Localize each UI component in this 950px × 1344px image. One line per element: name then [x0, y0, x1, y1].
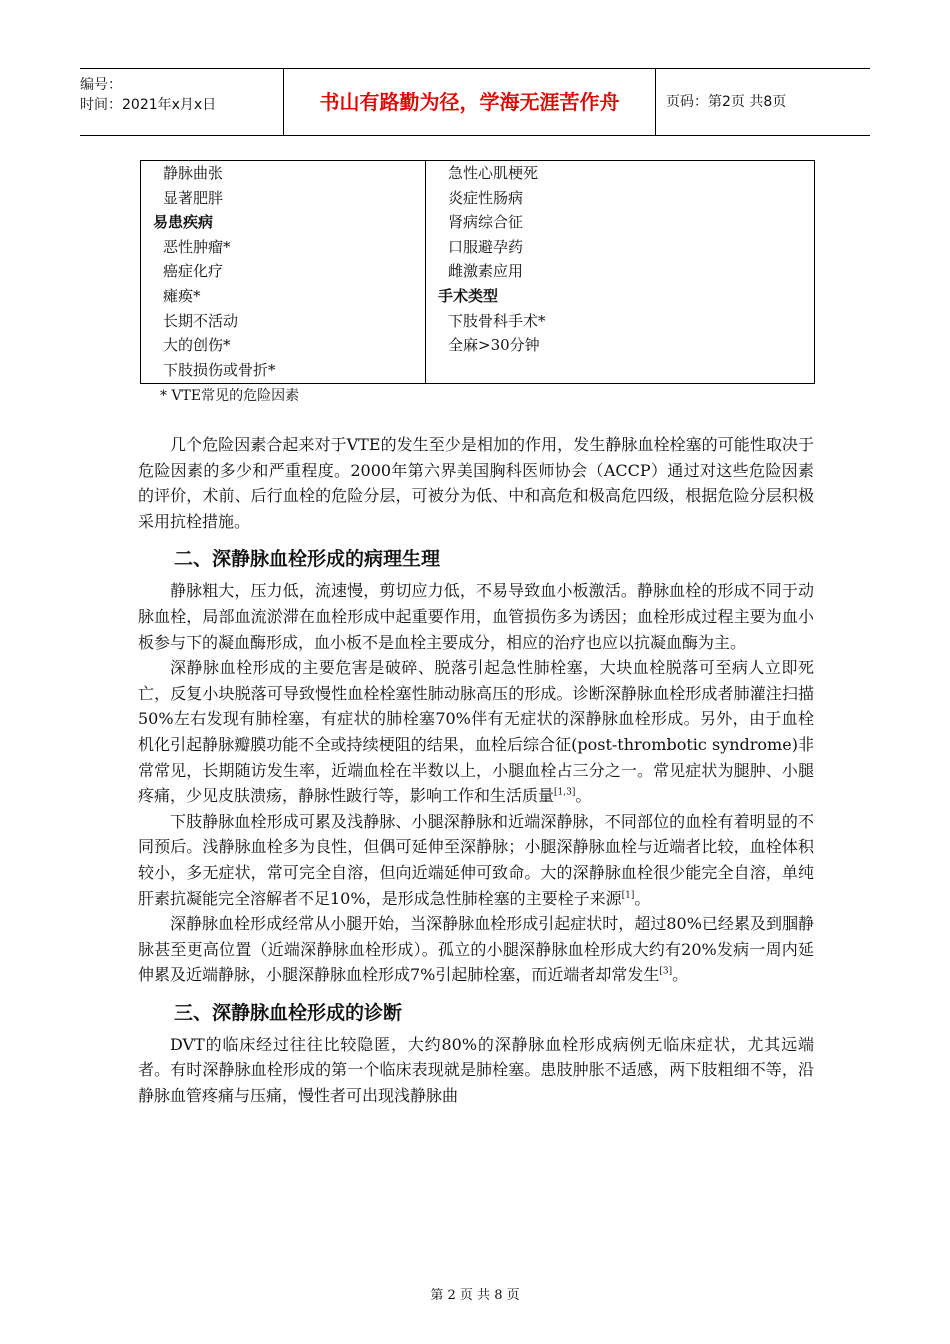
document-body [138, 432, 814, 1109]
paragraph [138, 911, 814, 988]
risk-item: 口服避孕药 [448, 237, 524, 256]
paragraph [138, 655, 814, 809]
risk-item: 下肢骨科手术* [448, 311, 546, 330]
risk-item: 长期不活动 [163, 311, 239, 330]
citation: [1,3] [554, 787, 576, 798]
punctuation: 。 [672, 965, 689, 985]
risk-item: 肾病综合征 [448, 213, 524, 232]
risk-item: 癌症化疗 [163, 262, 224, 281]
header-meta [80, 69, 283, 141]
page-header [80, 68, 870, 136]
code-label: 编号： [80, 77, 122, 93]
risk-item: 雌激素应用 [448, 262, 524, 281]
citation: [1] [621, 890, 635, 901]
section-heading: 三、深静脉血栓形成的诊断 [174, 1001, 403, 1024]
paragraph-text: 深静脉血栓形成的主要危害是破碎、脱落引起急性肺栓塞，大块血栓脱落可至病人立即死亡，反复小块脱落可导致慢性血栓栓塞性肺动脉高压的形成。诊断深静脉血栓形成者肺灌注扫描50%左右发现有肺栓塞，有症状的肺栓塞70%伴有无症状的深静脉血栓形成。另外，由于血栓机化引起静脉瓣膜功能不全或持续梗阻的结果，血栓后综合征(post-thrombotic syndrome)非常常见，长期随访发生率，近端血栓在半数以上，小腿血栓占三分之一。常见症状为腿肿、小腿疼痛，少见皮肤溃疡，静脉性跛行等，影响工作和生活质量 [138, 658, 814, 806]
page-footer: 第 2 页 共 8 页 [430, 1288, 520, 1303]
risk-item: 显著肥胖 [163, 188, 224, 207]
risk-item: 瘫痪* [163, 286, 201, 305]
risk-item: 急性心肌梗死 [448, 164, 539, 182]
risk-item: 炎症性肠病 [448, 188, 524, 207]
citation: [3] [659, 966, 673, 977]
risk-table-right-column [426, 161, 814, 383]
risk-item: 全麻>30分钟 [448, 336, 540, 355]
risk-item: 大的创伤* [163, 336, 231, 355]
section-heading: 二、深静脉血栓形成的病理生理 [174, 548, 441, 571]
risk-table-left-column [141, 161, 426, 383]
risk-item: 静脉曲张 [163, 164, 224, 182]
date-line: 时间：2021年x月x日 [80, 97, 217, 113]
paragraph: 静脉粗大，压力低，流速慢，剪切应力低，不易导致血小板激活。静脉血栓的形成不同于动脉血栓，局部血流淤滞在血栓形成中起重要作用，血管损伤多为诱因；血栓形成过程主要为血小板参与下的凝血酶形成，血小板不是血栓主要成分，相应的治疗也应以抗凝血酶为主。 [138, 581, 814, 652]
risk-item: 恶性肿瘤* [163, 237, 231, 256]
punctuation: 。 [634, 888, 651, 908]
risk-factor-table [140, 160, 815, 384]
paragraph: DVT的临床经过往往比较隐匿，大约80%的深静脉血栓形成病例无临床症状，尤其远端者。有时深静脉血栓形成的第一个临床表现就是肺栓塞。患肢肿胀不适感，两下肢粗细不等，沿静脉血管疼痛与压痛，慢性者可出现浅静脉曲 [138, 1034, 814, 1106]
paragraph-text: 深静脉血栓形成经常从小腿开始，当深静脉血栓形成引起症状时，超过80%已经累及到腘静脉甚至更高位置（近端深静脉血栓形成）。孤立的小腿深静脉血栓形成大约有20%发病一周内延伸累及近端静脉，小腿深静脉血栓形成7%引起肺栓塞，而近端者却常发生 [138, 914, 814, 985]
paragraph: 几个危险因素合起来对于VTE的发生至少是相加的作用，发生静脉血栓栓塞的可能性取决于危险因素的多少和严重程度。2000年第六界美国胸科医师协会（ACCP）通过对这些危险因素的评价，术前、后行血栓的危险分层，可被分为低、中和高危和极高危四级，根据危险分层积极采用抗栓措施。 [138, 435, 814, 531]
header-page-info: 页码：第2页 共8页 [666, 94, 787, 110]
paragraph [138, 809, 814, 911]
risk-item: 下肢损伤或骨折* [163, 360, 276, 379]
header-motto: 书山有路勤为径，学海无涯苦作舟 [283, 69, 656, 135]
risk-category-heading: 易患疾病 [153, 213, 214, 232]
table-note: * VTE常见的危险因素 [160, 388, 300, 404]
risk-category-heading: 手术类型 [438, 286, 499, 305]
paragraph-text: 下肢静脉血栓形成可累及浅静脉、小腿深静脉和近端深静脉，不同部位的血栓有着明显的不同预后。浅静脉血栓多为良性，但偶可延伸至深静脉；小腿深静脉血栓与近端者比较，血栓体积较小，多无症状，常可完全自溶，但向近端延伸可致命。大的深静脉血栓很少能完全自溶，单纯肝素抗凝能完全溶解者不足10%，是形成急性肺栓塞的主要栓子来源 [138, 811, 814, 908]
punctuation: 。 [575, 786, 592, 806]
